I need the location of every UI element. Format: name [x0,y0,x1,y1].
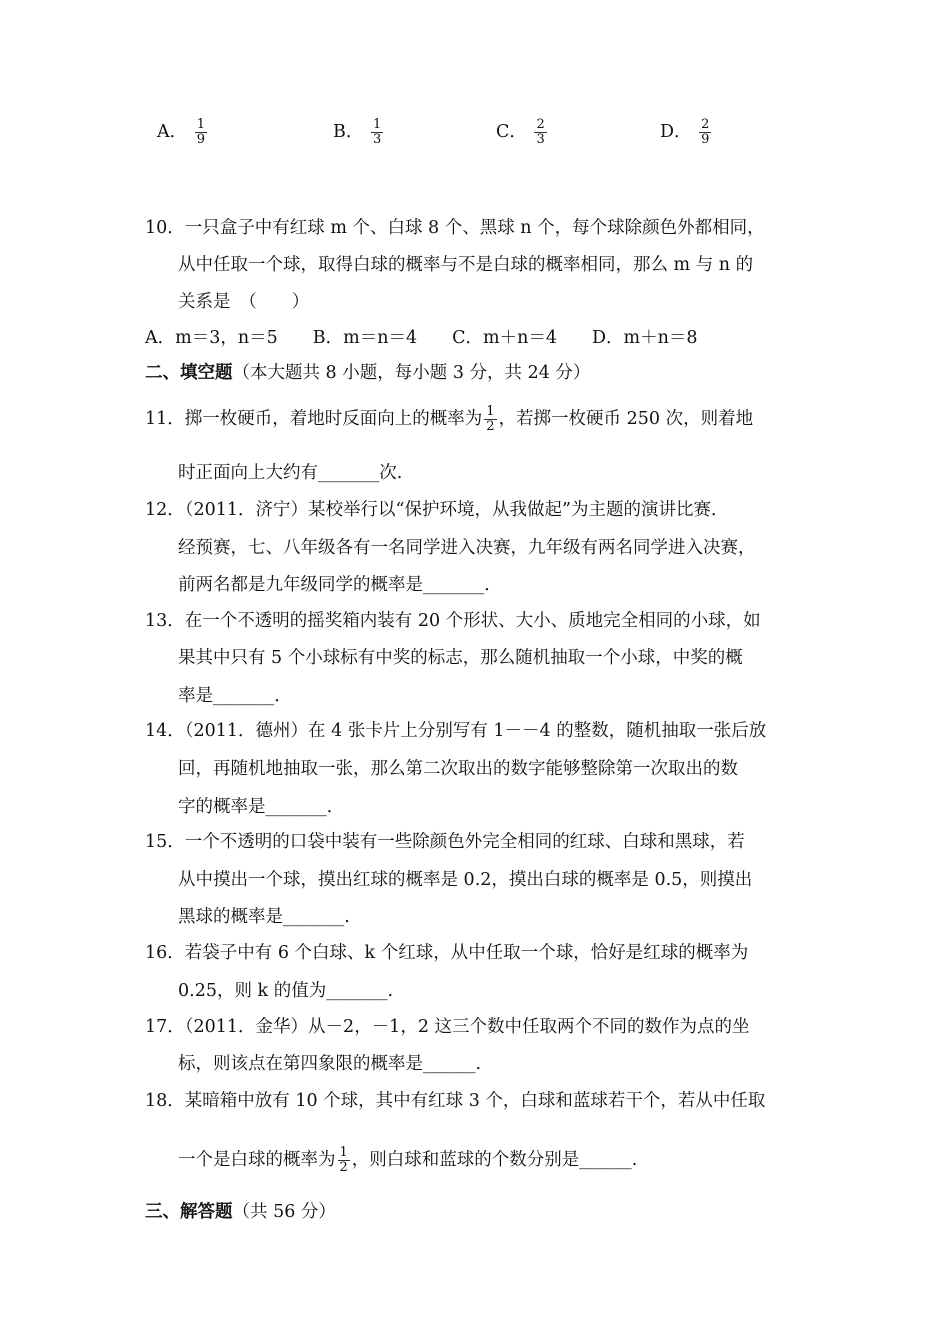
q9-option-a [157,118,209,147]
denominator: 3 [372,132,382,147]
option-label: B． [333,122,364,142]
section-3-heading [145,1199,336,1225]
q11-text-post: ，若掷一枚硬币 250 次，则着地 [498,409,754,429]
denominator: 2 [339,1160,348,1175]
denominator: 2 [486,419,495,434]
q12-line-1: 12．（2011．济宁）某校举行以“保护环境，从我做起”为主题的演讲比赛． [145,500,729,520]
section-note: （共 56 分） [232,1202,336,1222]
denominator: 3 [536,132,545,147]
q11-line-1 [145,405,753,434]
fraction [534,118,546,147]
q16-line-2: 0.25，则 k 的值为_______. [178,981,394,1001]
option-label: D． [660,122,692,142]
q15-line-1: 15．一个不透明的口袋中装有一些除颜色外完全相同的红球、白球和黑球，若 [145,832,745,852]
section-note: （本大题共 8 小题，每小题 3 分，共 24 分） [232,363,591,383]
fraction [484,405,496,434]
q15-line-3: 黑球的概率是_______. [178,907,350,927]
q10-line-1: 10．一只盒子中有红球 m 个、白球 8 个、黑球 n 个，每个球除颜色外都相同， [145,218,765,238]
section-2-heading [145,360,590,386]
q17-line-2: 标，则该点在第四象限的概率是______. [178,1054,482,1074]
option-label: C． [496,122,527,142]
q18-line-2 [178,1146,637,1175]
section-title: 二、填空题 [145,363,233,383]
fraction [195,118,207,147]
q18-text-pre: 一个是白球的概率为 [178,1150,336,1170]
q9-option-d [660,118,713,147]
numerator: 1 [486,404,495,419]
q11-line-2: 时正面向上大约有_______次. [178,463,403,483]
q14-line-1: 14．（2011．德州）在 4 张卡片上分别写有 1－－4 的整数，随机抽取一张后放 [145,721,767,741]
q10-line-2: 从中任取一个球，取得白球的概率与不是白球的概率相同，那么 m 与 n 的 [178,255,754,275]
q10-line-3: 关系是 （ ） [178,292,310,312]
q13-line-3: 率是_______． [178,686,292,706]
numerator: 1 [339,1145,348,1160]
q17-line-1: 17．（2011．金华）从－2，－1，2 这三个数中任取两个不同的数作为点的坐 [145,1017,750,1037]
fraction [338,1146,350,1175]
q9-option-c [496,118,549,147]
q13-line-2: 果其中只有 5 个小球标有中奖的标志，那么随机抽取一个小球，中奖的概 [178,648,743,668]
q18-line-1: 18．某暗箱中放有 10 个球，其中有红球 3 个，白球和蓝球若干个，若从中任取 [145,1091,766,1111]
q12-line-3: 前两名都是九年级同学的概率是_______． [178,575,502,595]
numerator: 1 [196,117,205,132]
numerator: 2 [701,117,710,132]
q14-line-3: 字的概率是_______． [178,797,345,817]
numerator: 1 [372,117,382,132]
q15-line-2: 从中摸出一个球，摸出红球的概率是 0.2，摸出白球的概率是 0.5，则摸出 [178,870,753,890]
q10-options: A．m＝3，n＝5 B．m＝n＝4 C．m＋n＝4 D．m＋n＝8 [145,328,698,348]
q9-option-b [333,118,385,147]
fraction [371,118,383,147]
q12-line-2: 经预赛，七、八年级各有一名同学进入决赛，九年级有两名同学进入决赛， [178,538,756,558]
denominator: 9 [196,132,205,147]
q14-line-2: 回，再随机地抽取一张，那么第二次取出的数字能够整除第一次取出的数 [178,759,738,779]
option-label: A． [157,122,188,142]
numerator: 2 [536,117,545,132]
q13-line-1: 13．在一个不透明的摇奖箱内装有 20 个形状、大小、质地完全相同的小球，如 [145,611,761,631]
q11-text-pre: 11．掷一枚硬币，着地时反面向上的概率为 [145,409,483,429]
section-title: 三、解答题 [145,1202,233,1222]
q18-text-post: ，则白球和蓝球的个数分别是______. [351,1150,638,1170]
q16-line-1: 16．若袋子中有 6 个白球、k 个红球，从中任取一个球，恰好是红球的概率为 [145,943,749,963]
fraction [699,118,711,147]
denominator: 9 [701,132,710,147]
